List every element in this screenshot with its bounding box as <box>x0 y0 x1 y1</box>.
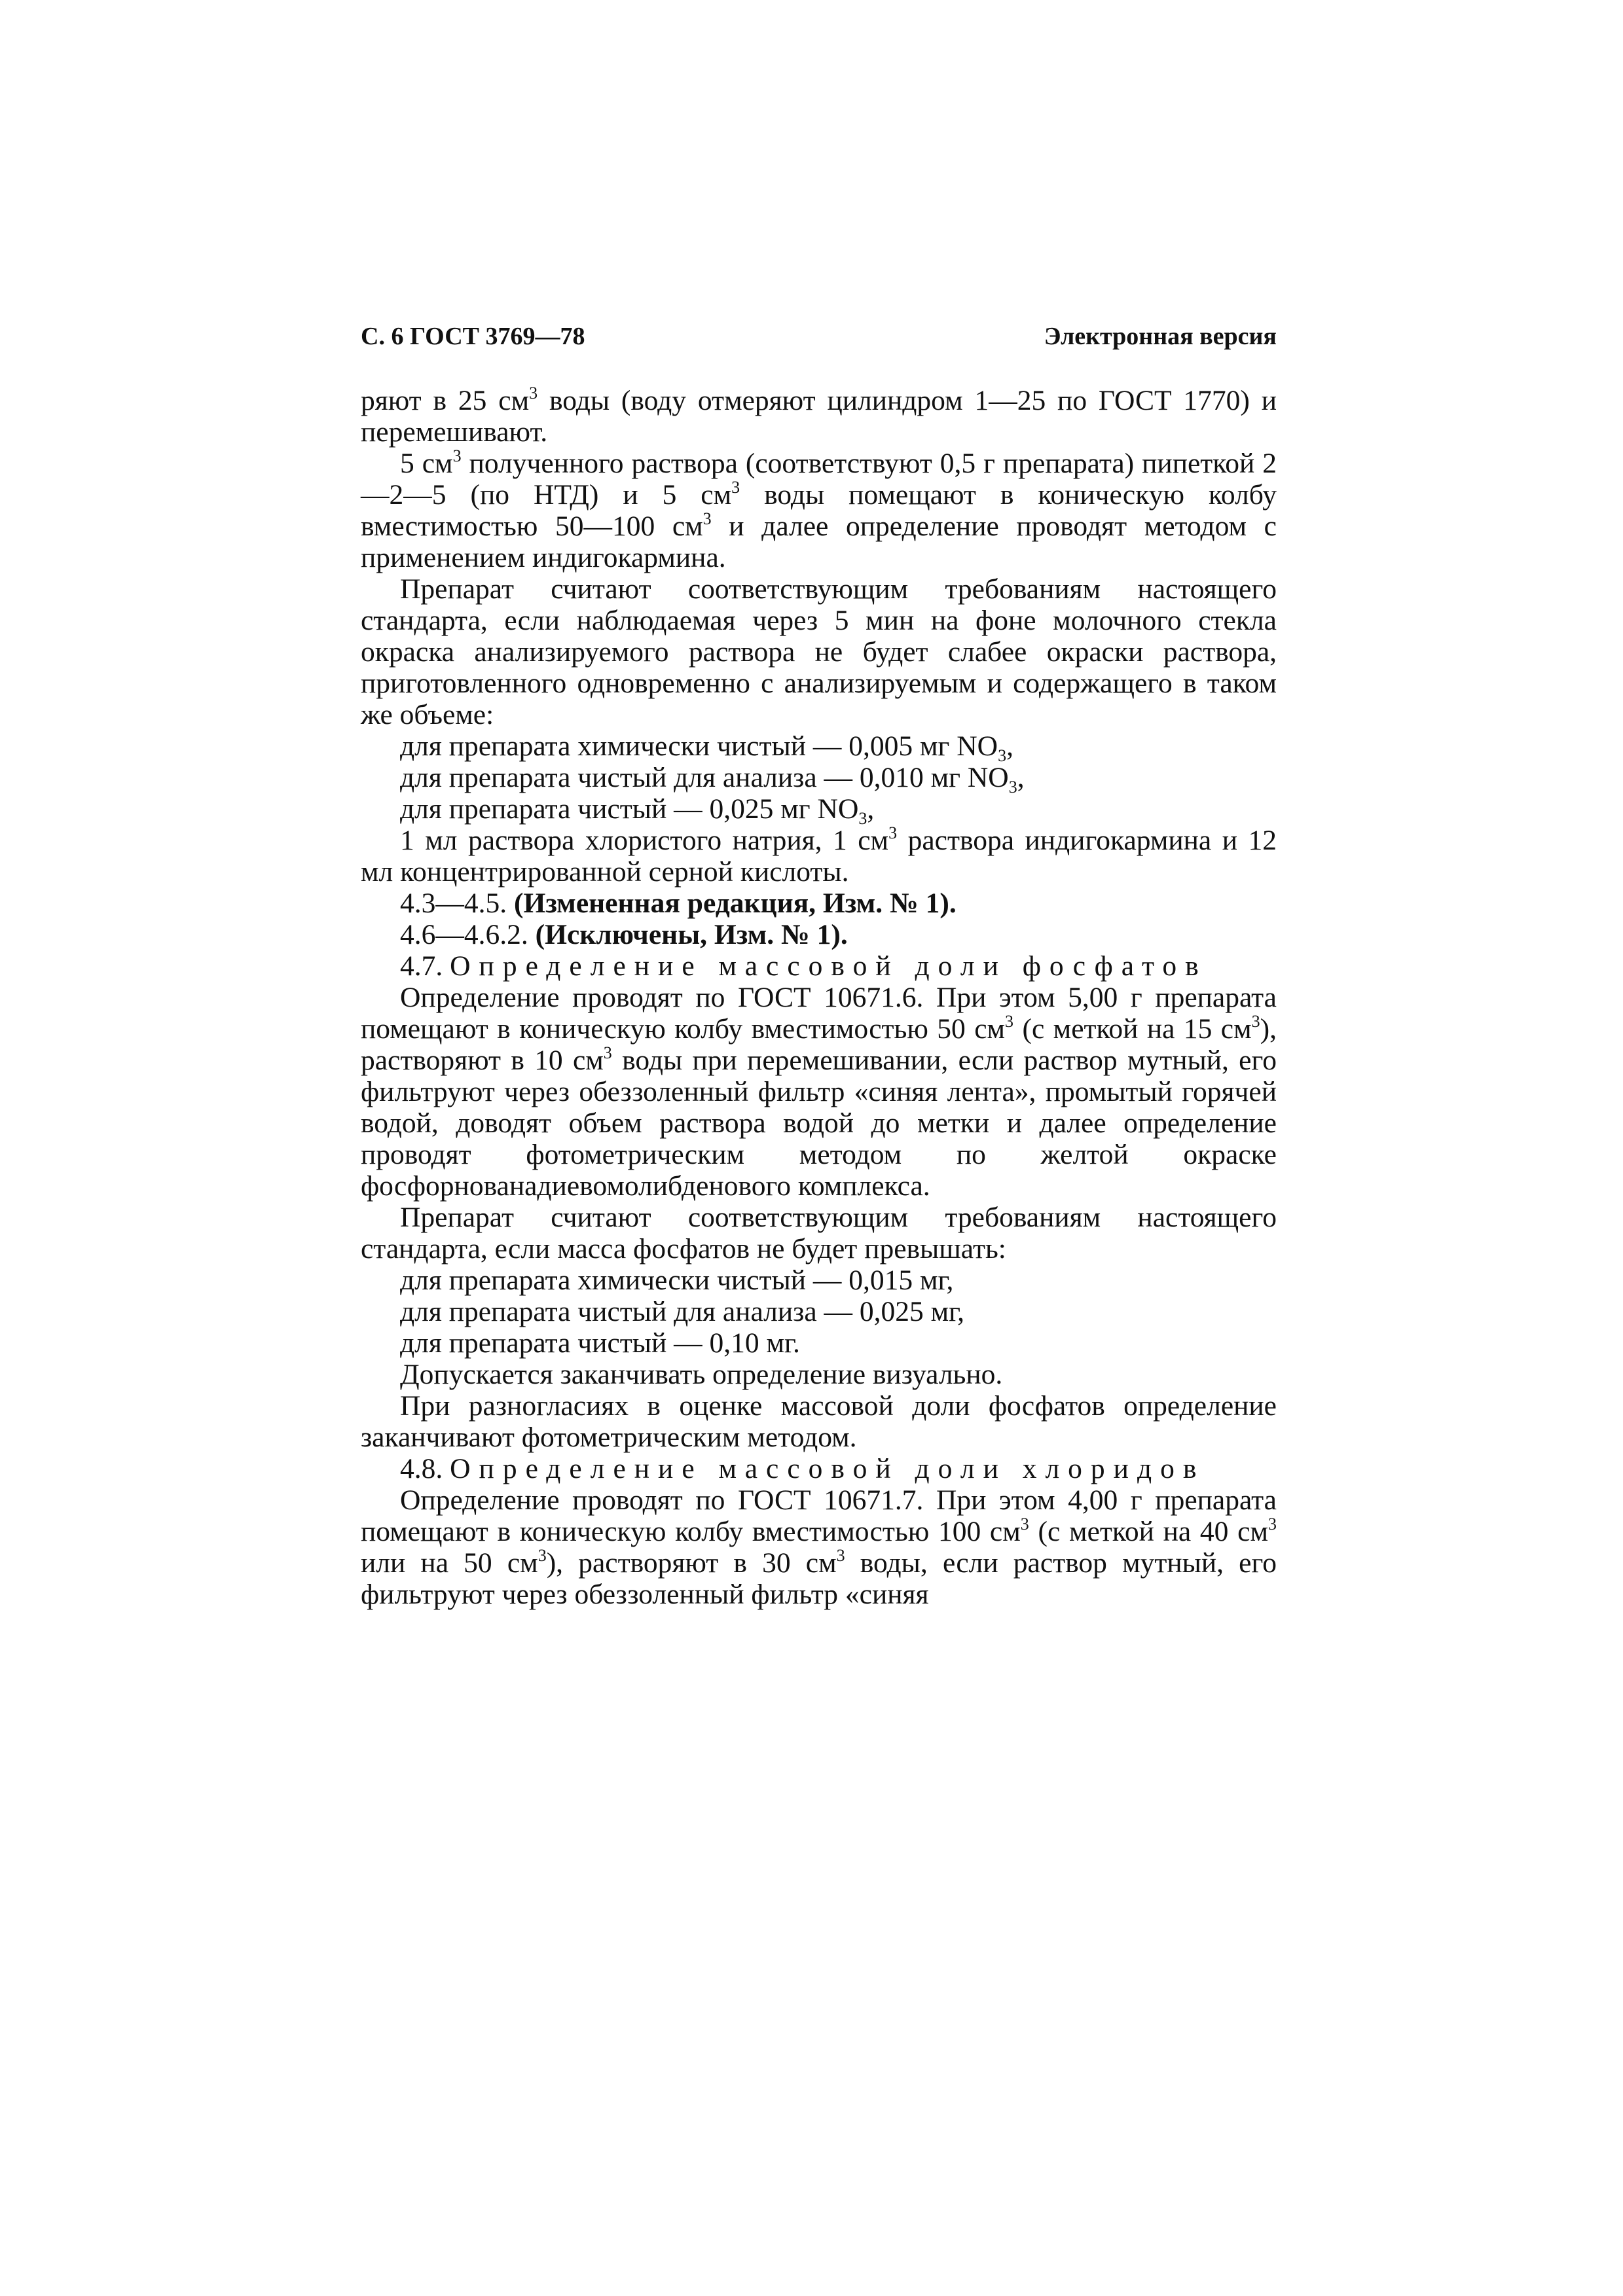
paragraph: Определение проводят по ГОСТ 10671.6. При этом 5,00 г препарата помещают в коническую колбу вместимостью 50 $см^3$ (с меткой на 15 $см^3$), растворяют в 10 $см^3$ воды при перемешивании, если раствор мутный, его фильтруют через обеззоленный фильтр «синяя лента», промытый горячей водой, доводят объем раствора водой до метки и далее определение проводят фотометрическим методом по желтой окраске фосфорнованадиевомолибденового комплекса. <box>361 982 1277 1202</box>
paragraph: Препарат считают соответствующим требованиям настоящего стандарта, если масса фосфатов не будет превышать: <box>361 1202 1277 1265</box>
paragraph: 5 $см^3$ полученного раствора (соответствуют 0,5 г препарата) пипеткой 2—2—5 (по НТД) и 5 $см^3$ воды помещают в коническую колбу вместимостью 50—100 $см^3$ и далее определение проводят методом с применением индигокармина. <box>361 446 1277 573</box>
paragraph: Препарат считают соответствующим требованиям настоящего стандарта, если наблюдаемая через 5 мин на фоне молочного стекла окраска анализируемого раствора не будет слабее окраски раствора, приготовленного одновременно с анализируемым и содержащего в таком же объеме: <box>361 573 1277 730</box>
section-heading: 4.8. Определение массовой доли хлоридов <box>400 1453 1205 1484</box>
list-item: для препарата чистый — 0,10 мг. <box>400 1327 800 1359</box>
amendment-note: 4.3—4.5. (Измененная редакция, Изм. № 1). <box>400 888 957 919</box>
page-number-and-standard: С. 6 ГОСТ 3769—78 <box>361 323 585 350</box>
document-body <box>361 385 1277 1610</box>
paragraph: При разногласиях в оценке массовой доли фосфатов определение заканчивают фотометрическим методом. <box>361 1390 1277 1453</box>
list-item: для препарата чистый для анализа — 0,025 мг, <box>400 1296 964 1327</box>
paragraph: 1 мл раствора хлористого натрия, 1 $см^3$ раствора индигокармина и 12 мл концентрированной серной кислоты. <box>361 823 1277 888</box>
paragraph: Допускается заканчивать определение визуально. <box>400 1359 1003 1390</box>
list-item: для препарата химически чистый — 0,015 мг, <box>400 1265 954 1296</box>
section-heading: 4.7. Определение массовой доли фосфатов <box>400 950 1207 982</box>
list-item: для препарата химически чистый — 0,005 мг $NO_3$, <box>400 730 1013 765</box>
amendment-note: 4.6—4.6.2. (Исключены, Изм. № 1). <box>400 919 848 950</box>
page-header <box>361 322 1277 361</box>
edition-label: Электронная версия <box>1044 323 1277 350</box>
list-item: для препарата чистый — 0,025 мг $NO_3$, <box>400 793 875 828</box>
paragraph: ряют в 25 $см^3$ воды (воду отмеряют цилиндром 1—25 по ГОСТ 1770) и перемешивают. <box>361 384 1277 448</box>
paragraph: Определение проводят по ГОСТ 10671.7. При этом 4,00 г препарата помещают в коническую колбу вместимостью 100 $см^3$ (с меткой на 40 $см^3$ или на 50 $см^3$), растворяют в 30 $см^3$ воды, если раствор мутный, его фильтруют через обеззоленный фильтр «синяя <box>361 1484 1277 1610</box>
list-item: для препарата чистый для анализа — 0,010 мг $NO_3$, <box>400 762 1025 797</box>
